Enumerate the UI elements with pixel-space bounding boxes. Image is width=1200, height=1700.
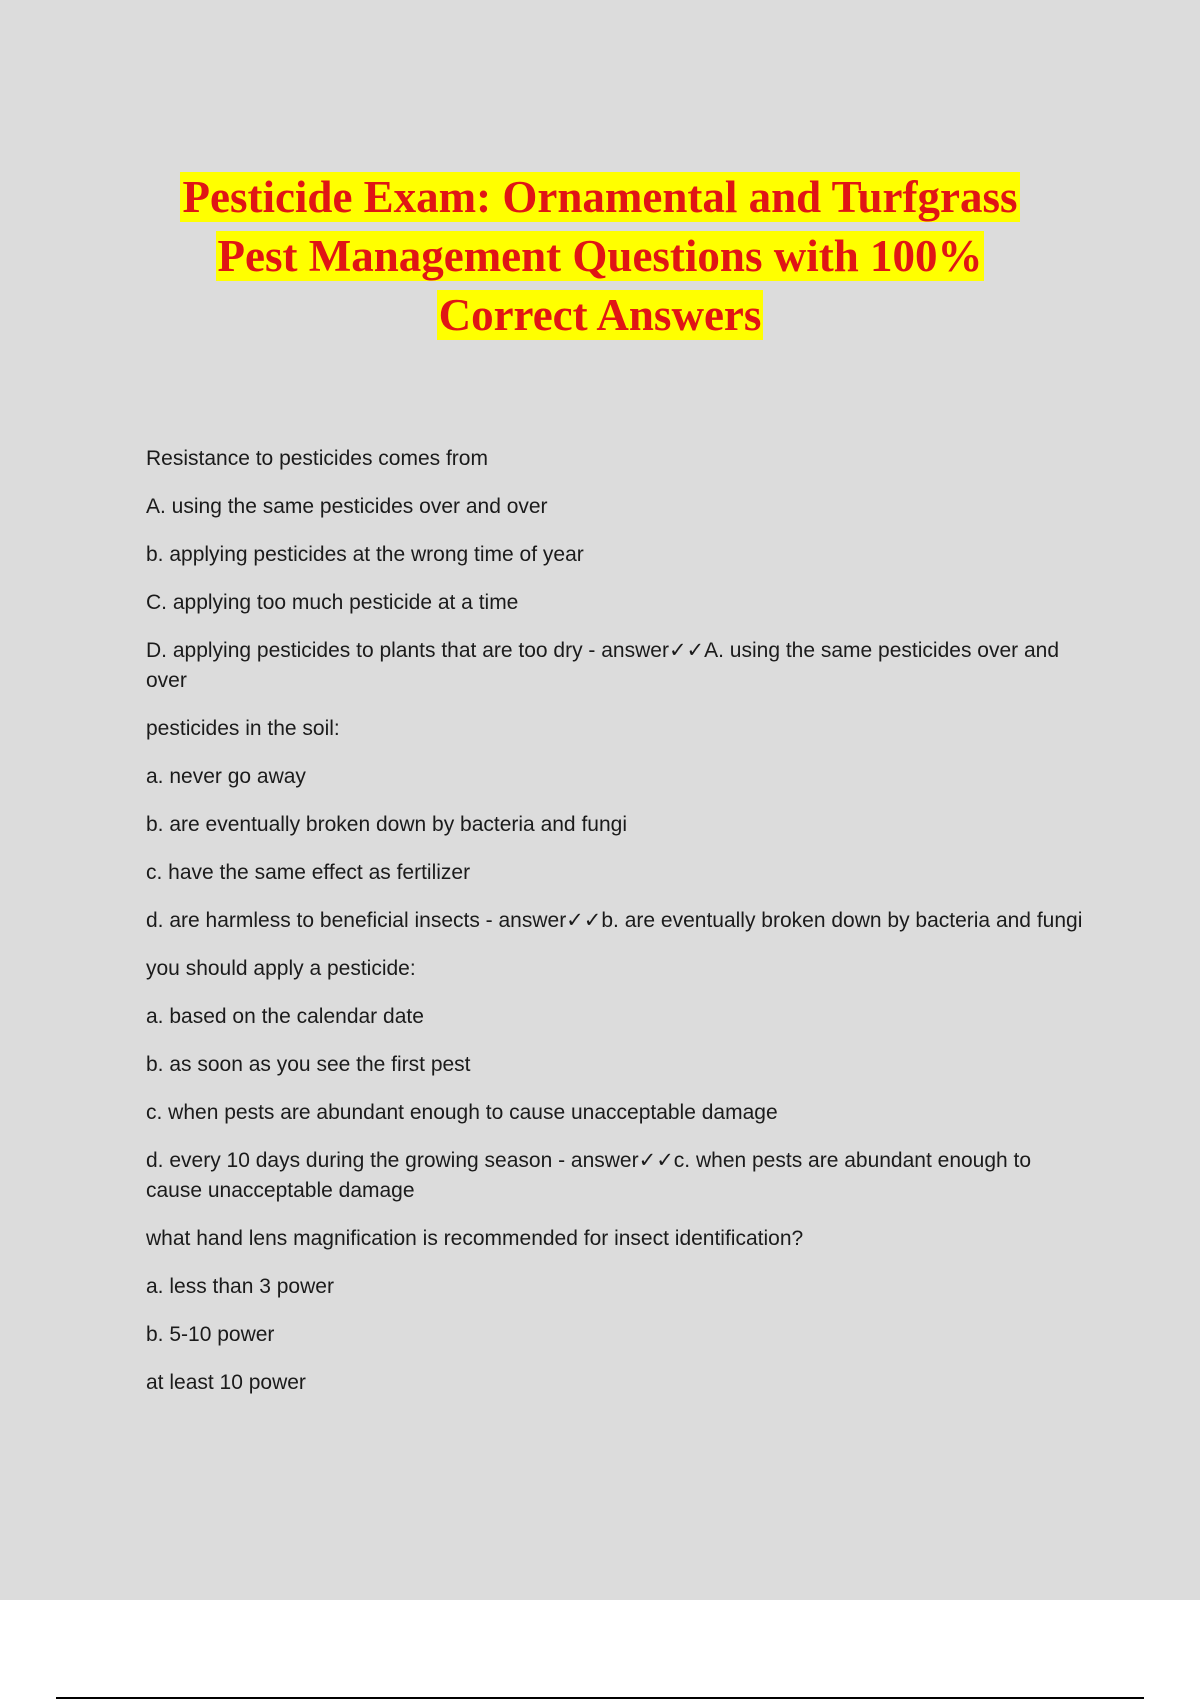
answer-option: b. as soon as you see the first pest	[146, 1053, 471, 1076]
title-line	[120, 227, 1080, 286]
question-text: Resistance to pesticides comes from	[146, 447, 488, 470]
answer-option: c. have the same effect as fertilizer	[146, 861, 471, 884]
answer-option: a. less than 3 power	[146, 1275, 334, 1298]
document-body	[146, 444, 1091, 1416]
answer-option-with-key: d. every 10 days during the growing season - answer✓✓c. when pests are abundant enough to cause unacceptable damage	[146, 1149, 1032, 1202]
answer-option-with-key: d. are harmless to beneficial insects - answer✓✓b. are eventually broken down by bacteria and fungi	[146, 909, 1083, 932]
answer-option: b. applying pesticides at the wrong time of year	[146, 543, 584, 566]
title-highlight: Correct Answers	[438, 290, 762, 340]
answer-option-with-key: D. applying pesticides to plants that are too dry - answer✓✓A. using the same pesticides over and over	[146, 639, 1059, 692]
answer-option: C. applying too much pesticide at a time	[146, 591, 519, 614]
answer-option: at least 10 power	[146, 1371, 306, 1394]
bottom-divider	[56, 1697, 1144, 1699]
question-text: what hand lens magnification is recommended for insect identification?	[146, 1227, 804, 1250]
title-line	[120, 286, 1080, 345]
answer-option: a. never go away	[146, 765, 306, 788]
answer-option: A. using the same pesticides over and over	[146, 495, 548, 518]
question-text: you should apply a pesticide:	[146, 957, 416, 980]
question-text: pesticides in the soil:	[146, 717, 340, 740]
title-highlight: Pest Management Questions with 100%	[217, 231, 983, 281]
title-highlight: Pesticide Exam: Ornamental and Turfgrass	[182, 172, 1018, 222]
answer-option: c. when pests are abundant enough to cause unacceptable damage	[146, 1101, 778, 1124]
document-title	[120, 168, 1080, 345]
title-line	[120, 168, 1080, 227]
answer-option: b. are eventually broken down by bacteria and fungi	[146, 813, 627, 836]
answer-option: a. based on the calendar date	[146, 1005, 424, 1028]
answer-option: b. 5-10 power	[146, 1323, 275, 1346]
